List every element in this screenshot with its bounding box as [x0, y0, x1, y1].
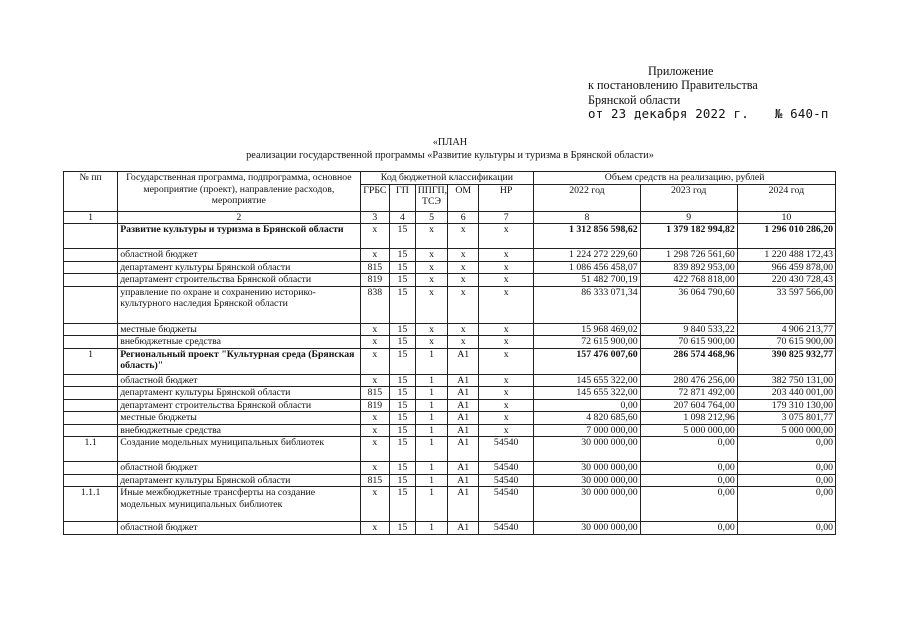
row-num-cell [64, 323, 118, 336]
row-2024-cell: 3 075 801,77 [737, 412, 835, 425]
title-line-2: реализации государственной программы «Развитие культуры и туризма в Брянской области» [246, 150, 654, 161]
row-ppgp-cell: 1 [415, 462, 448, 475]
row-2023-cell: 280 476 256,00 [640, 374, 737, 387]
row-2022-cell: 7 000 000,00 [534, 424, 640, 437]
row-name-cell: областной бюджет [118, 374, 360, 387]
row-gp-cell: 15 [390, 424, 416, 437]
document-title [150, 136, 750, 162]
table-row [64, 487, 836, 522]
row-name-cell: областной бюджет [118, 462, 360, 475]
row-grbs-cell: 815 [360, 474, 390, 487]
header-2023: 2023 год [640, 184, 737, 211]
appendix-number: № 640-п [774, 105, 829, 121]
row-gp-cell: 15 [390, 274, 416, 287]
row-ppgp-cell: 1 [415, 437, 448, 462]
row-num-cell [64, 462, 118, 475]
row-ppgp-cell: 1 [415, 399, 448, 412]
row-num-cell [64, 387, 118, 400]
row-2024-cell: 0,00 [737, 487, 835, 522]
row-om-cell: x [448, 323, 479, 336]
row-name-cell: департамент строительства Брянской области [118, 274, 360, 287]
row-name-cell: Иные межбюджетные трансферты на создание модельных муниципальных библиотек [118, 487, 360, 522]
row-nr-cell: x [479, 336, 534, 349]
row-grbs-cell: 819 [360, 274, 390, 287]
row-2022-cell: 145 655 322,00 [534, 374, 640, 387]
header-2022: 2022 год [534, 184, 640, 211]
row-ppgp-cell: 1 [415, 474, 448, 487]
row-om-cell: A1 [448, 522, 479, 535]
row-grbs-cell: 838 [360, 286, 390, 323]
row-2024-cell: 0,00 [737, 474, 835, 487]
appendix-heading: Приложение [648, 64, 714, 78]
row-2023-cell: 36 064 790,60 [640, 286, 737, 323]
row-nr-cell: x [479, 399, 534, 412]
row-name-cell: местные бюджеты [118, 323, 360, 336]
row-om-cell: A1 [448, 399, 479, 412]
row-num-cell [64, 224, 118, 249]
row-2024-cell: 1 220 488 172,43 [737, 249, 835, 262]
row-om-cell: A1 [448, 474, 479, 487]
header-program: Государственная программа, подпрограмма, основное мероприятие (проект), направление расходов, мероприятие [118, 172, 360, 212]
row-num-cell [64, 374, 118, 387]
row-grbs-cell: x [360, 374, 390, 387]
row-num-cell [64, 336, 118, 349]
row-grbs-cell: 815 [360, 261, 390, 274]
table-row [64, 336, 836, 349]
row-2022-cell: 72 615 900,00 [534, 336, 640, 349]
row-grbs-cell: x [360, 249, 390, 262]
row-num-cell [64, 286, 118, 323]
table-row [64, 374, 836, 387]
row-om-cell: x [448, 274, 479, 287]
row-ppgp-cell: x [415, 261, 448, 274]
row-name-cell: областной бюджет [118, 522, 360, 535]
appendix-date-line [588, 107, 888, 121]
row-om-cell: x [448, 224, 479, 249]
table-row [64, 274, 836, 287]
row-2023-cell: 422 768 818,00 [640, 274, 737, 287]
row-nr-cell: x [479, 249, 534, 262]
row-2022-cell: 4 820 685,60 [534, 412, 640, 425]
column-number-cell: 2 [118, 211, 360, 224]
appendix-date: от 23 декабря 2022 г. [588, 105, 749, 121]
row-2024-cell: 0,00 [737, 522, 835, 535]
column-numbers-row [64, 211, 836, 224]
row-nr-cell: 54540 [479, 462, 534, 475]
row-2022-cell: 30 000 000,00 [534, 462, 640, 475]
row-nr-cell: x [479, 261, 534, 274]
row-gp-cell: 15 [390, 399, 416, 412]
row-num-cell: 1.1.1 [64, 487, 118, 522]
row-gp-cell: 15 [390, 249, 416, 262]
row-gp-cell: 15 [390, 286, 416, 323]
row-gp-cell: 15 [390, 474, 416, 487]
row-2022-cell: 145 655 322,00 [534, 387, 640, 400]
row-nr-cell: x [479, 424, 534, 437]
row-gp-cell: 15 [390, 261, 416, 274]
table-row [64, 399, 836, 412]
plan-table [63, 171, 836, 535]
row-ppgp-cell: x [415, 224, 448, 249]
appendix-line: Брянской области [588, 92, 681, 107]
row-2023-cell: 0,00 [640, 462, 737, 475]
row-name-cell: Развитие культуры и туризма в Брянской области [118, 224, 360, 249]
row-2023-cell: 1 379 182 994,82 [640, 224, 737, 249]
row-grbs-cell: x [360, 437, 390, 462]
row-ppgp-cell: 1 [415, 374, 448, 387]
row-name-cell: департамент культуры Брянской области [118, 474, 360, 487]
row-num-cell [64, 399, 118, 412]
row-num-cell [64, 424, 118, 437]
row-gp-cell: 15 [390, 387, 416, 400]
row-om-cell: A1 [448, 424, 479, 437]
column-number-cell: 1 [64, 211, 118, 224]
table-row [64, 437, 836, 462]
row-2023-cell: 9 840 533,22 [640, 323, 737, 336]
row-2024-cell: 382 750 131,00 [737, 374, 835, 387]
row-2022-cell: 1 086 456 458,07 [534, 261, 640, 274]
row-2022-cell: 51 482 700,19 [534, 274, 640, 287]
row-om-cell: A1 [448, 387, 479, 400]
row-om-cell: x [448, 286, 479, 323]
row-name-cell: местные бюджеты [118, 412, 360, 425]
row-2024-cell: 0,00 [737, 462, 835, 475]
header-funds-group: Объем средств на реализацию, рублей [534, 172, 836, 185]
row-grbs-cell: x [360, 487, 390, 522]
row-om-cell: A1 [448, 487, 479, 522]
table-row [64, 261, 836, 274]
row-om-cell: A1 [448, 348, 479, 374]
row-name-cell: департамент строительства Брянской области [118, 399, 360, 412]
row-om-cell: A1 [448, 462, 479, 475]
row-ppgp-cell: 1 [415, 412, 448, 425]
row-ppgp-cell: 1 [415, 387, 448, 400]
row-grbs-cell: x [360, 462, 390, 475]
row-num-cell [64, 412, 118, 425]
table-row [64, 474, 836, 487]
table-row [64, 323, 836, 336]
row-2024-cell: 220 430 728,43 [737, 274, 835, 287]
row-num-cell [64, 474, 118, 487]
row-2022-cell: 86 333 071,34 [534, 286, 640, 323]
row-name-cell: департамент культуры Брянской области [118, 387, 360, 400]
column-number-cell: 3 [360, 211, 390, 224]
header-om: ОМ [448, 184, 479, 211]
row-num-cell [64, 249, 118, 262]
table-row [64, 224, 836, 249]
header-grbs: ГРБС [360, 184, 390, 211]
column-number-cell: 6 [448, 211, 479, 224]
row-nr-cell: 54540 [479, 522, 534, 535]
row-om-cell: A1 [448, 374, 479, 387]
row-2023-cell: 0,00 [640, 474, 737, 487]
header-ppgp: ППГП, ТСЭ [415, 184, 448, 211]
table-row [64, 286, 836, 323]
row-nr-cell: x [479, 374, 534, 387]
header-2024: 2024 год [737, 184, 835, 211]
row-grbs-cell: 815 [360, 387, 390, 400]
row-num-cell [64, 261, 118, 274]
row-name-cell: внебюджетные средства [118, 336, 360, 349]
row-2024-cell: 70 615 900,00 [737, 336, 835, 349]
row-2024-cell: 179 310 130,00 [737, 399, 835, 412]
table-row [64, 522, 836, 535]
row-2023-cell: 70 615 900,00 [640, 336, 737, 349]
row-2023-cell: 1 298 726 561,60 [640, 249, 737, 262]
row-ppgp-cell: x [415, 249, 448, 262]
row-2022-cell: 30 000 000,00 [534, 522, 640, 535]
row-gp-cell: 15 [390, 437, 416, 462]
row-ppgp-cell: 1 [415, 522, 448, 535]
row-2022-cell: 30 000 000,00 [534, 474, 640, 487]
row-gp-cell: 15 [390, 522, 416, 535]
row-nr-cell: x [479, 286, 534, 323]
row-gp-cell: 15 [390, 374, 416, 387]
row-2023-cell: 1 098 212,96 [640, 412, 737, 425]
row-num-cell: 1 [64, 348, 118, 374]
column-number-cell: 8 [534, 211, 640, 224]
column-number-cell: 4 [390, 211, 416, 224]
table-row [64, 249, 836, 262]
row-2022-cell: 30 000 000,00 [534, 437, 640, 462]
row-2023-cell: 286 574 468,96 [640, 348, 737, 374]
row-2022-cell: 157 476 007,60 [534, 348, 640, 374]
table-row [64, 412, 836, 425]
table-row [64, 348, 836, 374]
row-gp-cell: 15 [390, 462, 416, 475]
table-row [64, 424, 836, 437]
row-grbs-cell: x [360, 522, 390, 535]
row-2023-cell: 0,00 [640, 522, 737, 535]
row-grbs-cell: x [360, 323, 390, 336]
header-code-group: Код бюджетной классификации [360, 172, 534, 185]
table-row [64, 387, 836, 400]
column-number-cell: 5 [415, 211, 448, 224]
row-grbs-cell: x [360, 412, 390, 425]
row-nr-cell: x [479, 348, 534, 374]
appendix-line: к постановлению Правительства [588, 78, 758, 93]
row-ppgp-cell: 1 [415, 348, 448, 374]
row-2023-cell: 0,00 [640, 437, 737, 462]
row-gp-cell: 15 [390, 348, 416, 374]
row-gp-cell: 15 [390, 336, 416, 349]
row-2022-cell: 30 000 000,00 [534, 487, 640, 522]
row-om-cell: x [448, 336, 479, 349]
row-2024-cell: 33 597 566,00 [737, 286, 835, 323]
row-grbs-cell: x [360, 348, 390, 374]
row-num-cell [64, 274, 118, 287]
row-nr-cell: x [479, 224, 534, 249]
row-2023-cell: 839 892 953,00 [640, 261, 737, 274]
row-ppgp-cell: x [415, 323, 448, 336]
row-gp-cell: 15 [390, 224, 416, 249]
row-gp-cell: 15 [390, 412, 416, 425]
row-2024-cell: 966 459 878,00 [737, 261, 835, 274]
row-name-cell: внебюджетные средства [118, 424, 360, 437]
row-2023-cell: 72 871 492,00 [640, 387, 737, 400]
row-ppgp-cell: x [415, 274, 448, 287]
row-2023-cell: 5 000 000,00 [640, 424, 737, 437]
row-name-cell: управление по охране и сохранению историко-культурного наследия Брянской области [118, 286, 360, 323]
column-number-cell: 9 [640, 211, 737, 224]
row-om-cell: x [448, 249, 479, 262]
row-num-cell [64, 522, 118, 535]
row-2024-cell: 1 296 010 286,20 [737, 224, 835, 249]
row-nr-cell: 54540 [479, 487, 534, 522]
row-om-cell: x [448, 261, 479, 274]
row-2024-cell: 203 440 001,00 [737, 387, 835, 400]
row-name-cell: областной бюджет [118, 249, 360, 262]
row-2024-cell: 4 906 213,77 [737, 323, 835, 336]
row-name-cell: Региональный проект "Культурная среда (Брянская область)" [118, 348, 360, 374]
header-num: № пп [64, 172, 118, 212]
header-nr: НР [479, 184, 534, 211]
title-line-1: «ПЛАН [432, 137, 468, 148]
row-om-cell: A1 [448, 412, 479, 425]
row-num-cell: 1.1 [64, 437, 118, 462]
row-2023-cell: 0,00 [640, 487, 737, 522]
row-2022-cell: 0,00 [534, 399, 640, 412]
row-ppgp-cell: 1 [415, 424, 448, 437]
row-gp-cell: 15 [390, 487, 416, 522]
row-nr-cell: x [479, 274, 534, 287]
table-row [64, 462, 836, 475]
row-name-cell: департамент культуры Брянской области [118, 261, 360, 274]
row-2022-cell: 1 312 856 598,62 [534, 224, 640, 249]
row-2022-cell: 1 224 272 229,60 [534, 249, 640, 262]
row-nr-cell: x [479, 323, 534, 336]
appendix-block [588, 64, 888, 121]
row-grbs-cell: 819 [360, 399, 390, 412]
row-grbs-cell: x [360, 224, 390, 249]
row-gp-cell: 15 [390, 323, 416, 336]
row-ppgp-cell: x [415, 286, 448, 323]
row-2023-cell: 207 604 764,00 [640, 399, 737, 412]
row-nr-cell: 54540 [479, 437, 534, 462]
row-ppgp-cell: x [415, 336, 448, 349]
row-2024-cell: 5 000 000,00 [737, 424, 835, 437]
table-body [64, 224, 836, 535]
column-number-cell: 10 [737, 211, 835, 224]
column-number-cell: 7 [479, 211, 534, 224]
row-ppgp-cell: 1 [415, 487, 448, 522]
row-nr-cell: x [479, 387, 534, 400]
row-2024-cell: 0,00 [737, 437, 835, 462]
row-nr-cell: x [479, 412, 534, 425]
row-om-cell: A1 [448, 437, 479, 462]
row-name-cell: Создание модельных муниципальных библиотек [118, 437, 360, 462]
row-nr-cell: 54540 [479, 474, 534, 487]
row-2022-cell: 15 968 469,02 [534, 323, 640, 336]
header-gp: ГП [390, 184, 416, 211]
row-2024-cell: 390 825 932,77 [737, 348, 835, 374]
row-grbs-cell: x [360, 424, 390, 437]
row-grbs-cell: x [360, 336, 390, 349]
